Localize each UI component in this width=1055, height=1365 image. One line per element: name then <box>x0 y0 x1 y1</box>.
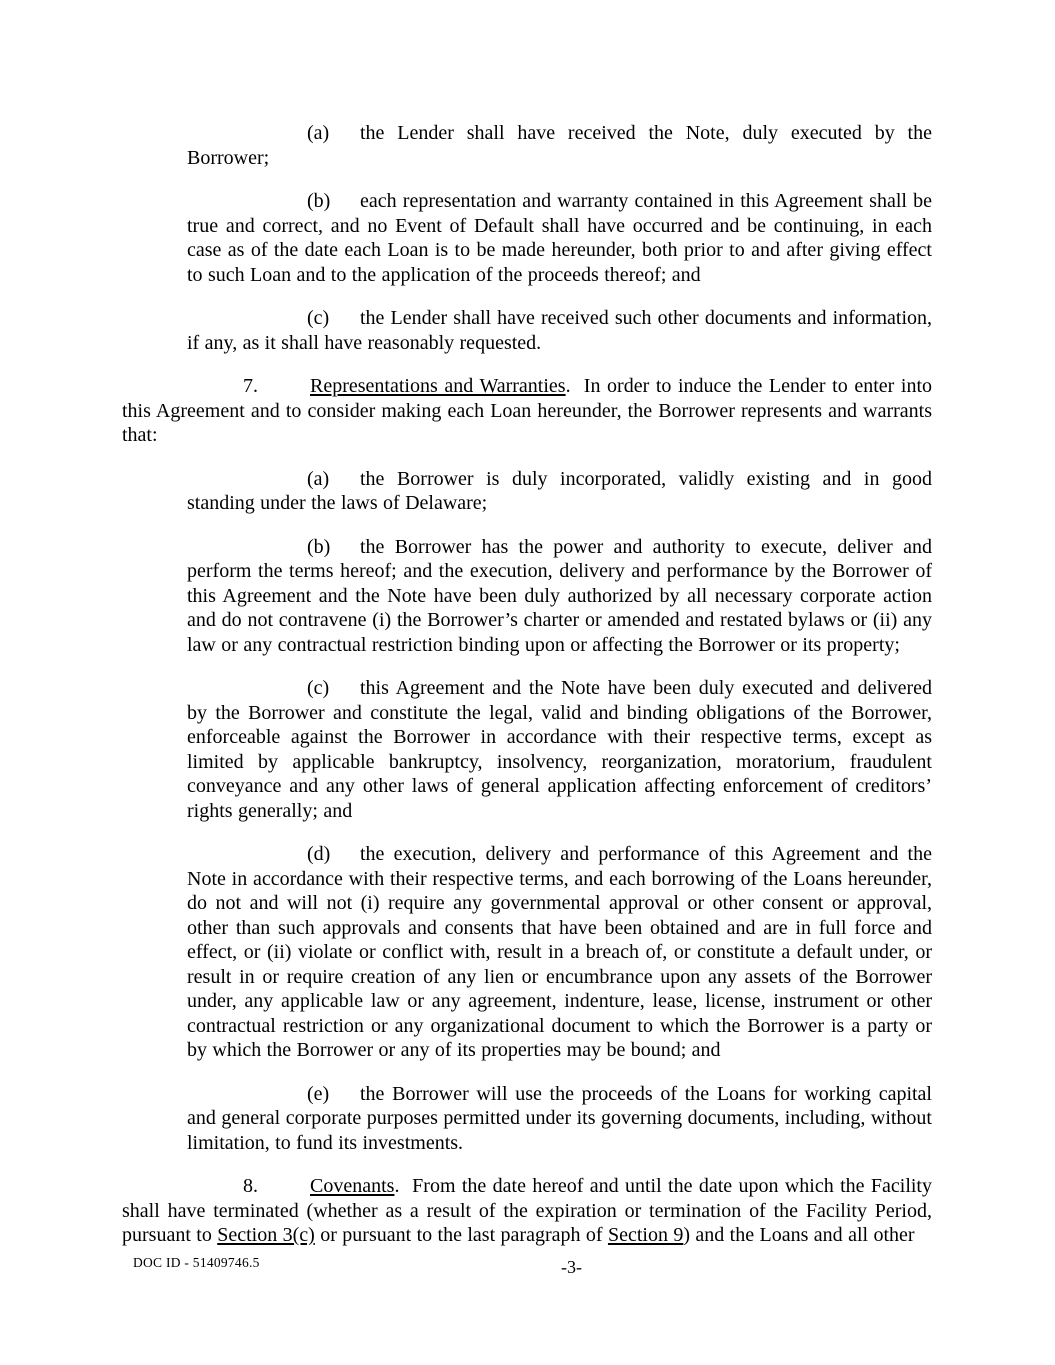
underlined-reference: Covenants <box>310 1175 395 1197</box>
paragraph-text: or pursuant to the last paragraph of <box>314 1224 608 1246</box>
paragraph-label: (c) <box>307 307 330 329</box>
paragraph-text: . From the date hereof and until the date upon which the Facility shall have terminated (whether as a result of the expiration or termination of the Facility Period, pursuant to <box>122 1175 932 1246</box>
paragraph-text: each representation and warranty contained in this Agreement shall be true and correct, and no Event of Default shall have occurred and be continuing, in each case as of the date each Loan is to be made hereunder, both prior to and after giving effect to such Loan and to the application of the proceeds thereof; and <box>187 190 932 286</box>
paragraph-label: (b) <box>307 190 331 212</box>
paragraph-text: the execution, delivery and performance of this Agreement and the Note in accordance with their respective terms, and each borrowing of the Loans hereunder, do not and will not (i) require any governmental approval or other consent or approval, other than such approvals and consents that have been obtained and are in full force and effect, or (ii) violate or conflict with, result in a breach of, or constitute a default under, or result in or require creation of any lien or encumbrance upon any assets of the Borrower under, any applicable law or any agreement, indenture, lease, license, instrument or other contractual restriction or any organizational document to which the Borrower is a party or by which the Borrower or any of its properties may be bound; and <box>187 843 932 1061</box>
paragraph-rep-a <box>187 467 932 516</box>
paragraph-section-8 <box>122 1174 932 1248</box>
paragraph-label: (b) <box>307 535 331 558</box>
paragraph-condition-a <box>187 121 932 170</box>
paragraph-text: the Borrower will use the proceeds of the Loans for working capital and general corporate purposes permitted under its governing documents, including, without limitation, to fund its investments. <box>187 1082 932 1154</box>
paragraph-rep-d <box>187 842 932 1063</box>
paragraph-label: (a) <box>307 122 330 144</box>
paragraph-rep-e <box>187 1082 932 1156</box>
paragraph-text: ) and the Loans and all other <box>683 1224 915 1246</box>
paragraph-text: the Borrower is duly incorporated, validly existing and in good standing under the laws of Delaware; <box>187 467 932 514</box>
paragraph-text: the Lender shall have received such other documents and information, if any, as it shall have reasonably requested. <box>187 307 932 354</box>
paragraph-condition-c <box>187 306 932 355</box>
paragraph-label: (c) <box>307 677 330 699</box>
footer-doc-id: DOC ID - 51409746.5 <box>133 1255 260 1270</box>
paragraph-condition-b <box>187 189 932 287</box>
paragraph-label: (e) <box>307 1082 330 1105</box>
paragraph-label: (d) <box>307 843 331 865</box>
underlined-reference: Section 3(c) <box>217 1224 315 1246</box>
paragraph-label: 8. <box>243 1175 258 1197</box>
paragraph-text: the Borrower has the power and authority to execute, deliver and perform the terms hereof; and the execution, delivery and performance by the Borrower of this Agreement and the Note have been duly authorized by all necessary corporate action and do not contravene (i) the Borrower’s charter or amended and restated bylaws or (ii) any law or any contractual restriction binding upon or affecting the Borrower or its property; <box>187 535 932 656</box>
footer-page-number: -3- <box>561 1257 582 1277</box>
underlined-reference: Section 9 <box>607 1224 684 1246</box>
paragraph-text: this Agreement and the Note have been duly executed and delivered by the Borrower and constitute the legal, valid and binding obligations of the Borrower, enforceable against the Borrower in accordance with their respective terms, except as limited by applicable bankruptcy, insolvency, reorganization, moratorium, fraudulent conveyance and any other laws of general application affecting enforcement of creditors’ rights generally; and <box>187 677 932 822</box>
paragraph-text: the Lender shall have received the Note, duly executed by the Borrower; <box>187 122 932 169</box>
paragraph-section-7 <box>122 374 932 448</box>
paragraph-text: . In order to induce the Lender to enter into this Agreement and to consider making each Loan hereunder, the Borrower represents and warrants that: <box>122 375 933 446</box>
paragraph-label: 7. <box>243 375 258 397</box>
paragraph-rep-c <box>187 676 932 823</box>
underlined-reference: Representations and Warranties <box>310 375 566 397</box>
paragraph-rep-b <box>187 535 932 658</box>
paragraph-label: (a) <box>307 467 330 490</box>
